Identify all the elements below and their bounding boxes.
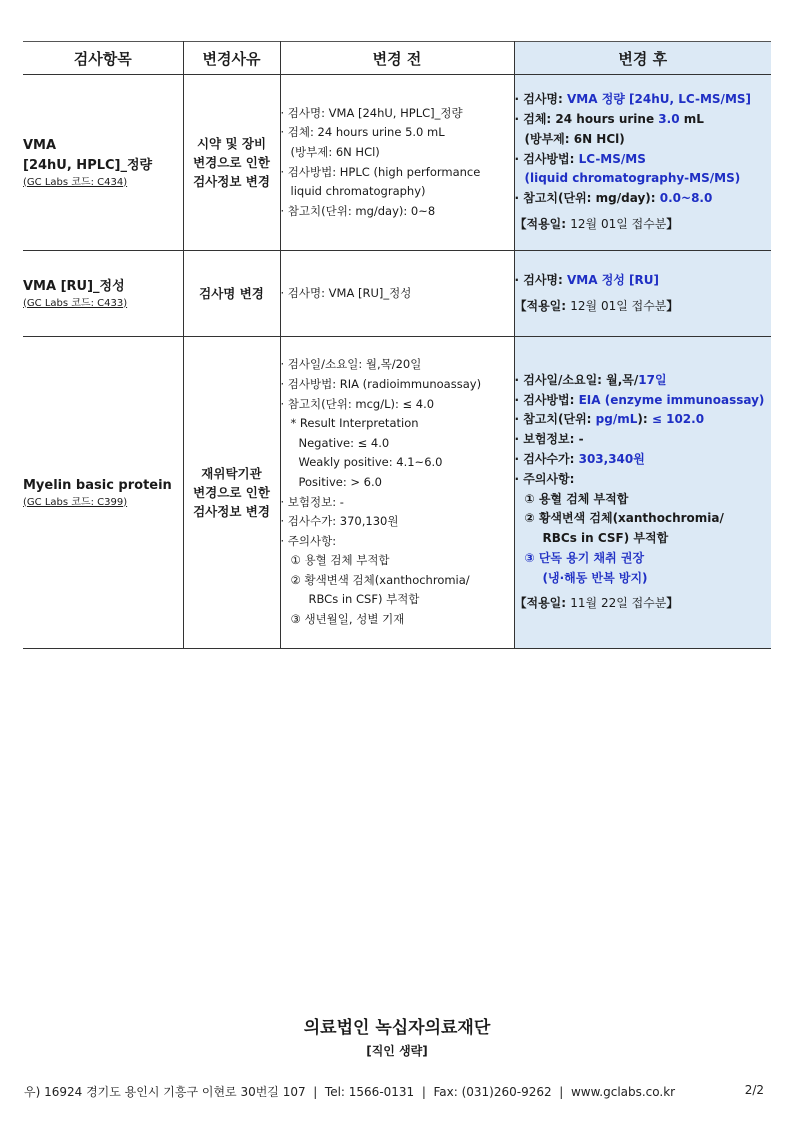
before-cell: · 검사일/소요일: 월,목/20일 · 검사방법: RIA (radioimmunoassay) · 참고치(단위: mcg/L): ≤ 4.0 * Result Interpretation Negative: ≤ 4.0 Weakly positive: 4.1~6.0 Positive: > 6.0 · 보험정보: - · 검사수가: 370,130원 · 주의사항: ① 용혈 검체 부적합 ② 황색변색 검체(xanthochromia/ RBCs in CSF) 부적합 ③ 생년월일, 성별 기재	[280, 337, 514, 649]
change-reason-cell: 시약 및 장비 변경으로 인한 검사정보 변경	[183, 75, 280, 251]
test-item-cell: VMA [24hU, HPLC]_정량 (GC Labs 코드: C434)	[23, 75, 183, 251]
seal-omitted-note: [직인 생략]	[366, 1044, 428, 1058]
test-item-cell: Myelin basic protein (GC Labs 코드: C399)	[23, 337, 183, 649]
gc-labs-code: (GC Labs 코드: C434)	[23, 176, 128, 188]
before-cell: · 검사명: VMA [24hU, HPLC]_정량 · 검체: 24 hours urine 5.0 mL (방부제: 6N HCl) · 검사방법: HPLC (high performance liquid chromatography) · 참고치(단위: mg/day): 0~8	[280, 75, 514, 251]
gc-labs-code: (GC Labs 코드: C433)	[23, 297, 128, 309]
gc-labs-code: (GC Labs 코드: C399)	[23, 496, 128, 508]
header-before: 변경 전	[280, 42, 514, 75]
before-cell: · 검사명: VMA [RU]_정성	[280, 251, 514, 337]
header-after: 변경 후	[514, 42, 771, 75]
apply-date: 【적용일: 11월 22일 접수분】	[514, 596, 679, 611]
apply-date: 【적용일: 12월 01일 접수분】	[514, 298, 679, 313]
change-notice-table	[23, 41, 771, 649]
table-row	[23, 251, 771, 337]
after-cell: · 검사명: VMA 정성 [RU] 【적용일: 12월 01일 접수분】	[514, 251, 771, 337]
table-row	[23, 75, 771, 251]
test-item-cell: VMA [RU]_정성 (GC Labs 코드: C433)	[23, 251, 183, 337]
change-reason-cell: 재위탁기관 변경으로 인한 검사정보 변경	[183, 337, 280, 649]
footer-contact: 우) 16924 경기도 용인시 기흥구 이현로 30번길 107 | Tel: 1566-0131 | Fax: (031)260-9262 | www.gclabs.co.kr	[24, 1085, 676, 1099]
organization-name: 의료법인 녹십자의료재단	[303, 1018, 491, 1038]
after-cell: · 검사일/소요일: 월,목/17일 · 검사방법: EIA (enzyme immunoassay) · 참고치(단위: pg/mL): ≤ 102.0 · 보험정보: - · 검사수가: 303,340원 · 주의사항: ① 용혈 검체 부적합 ② 황색변색 검체(xanthochromia/ RBCs in CSF) 부적합 ③ 단독 용기 채취 권장 (냉·해동 반복 방지) 【적용일: 11월 22일 접수분】	[514, 337, 771, 649]
after-cell: · 검사명: VMA 정량 [24hU, LC-MS/MS] · 검체: 24 hours urine 3.0 mL (방부제: 6N HCl) · 검사방법: LC-MS/MS (liquid chromatography-MS/MS) · 참고치(단위: mg/day): 0.0~8.0 【적용일: 12월 01일 접수분】	[514, 75, 771, 251]
table-header-row	[23, 42, 771, 75]
change-reason-cell: 검사명 변경	[183, 251, 280, 337]
page-number: 2/2	[744, 1083, 764, 1097]
header-change-reason: 변경사유	[183, 42, 280, 75]
header-test-item: 검사항목	[23, 42, 183, 75]
table-row	[23, 337, 771, 649]
apply-date: 【적용일: 12월 01일 접수분】	[514, 216, 679, 231]
